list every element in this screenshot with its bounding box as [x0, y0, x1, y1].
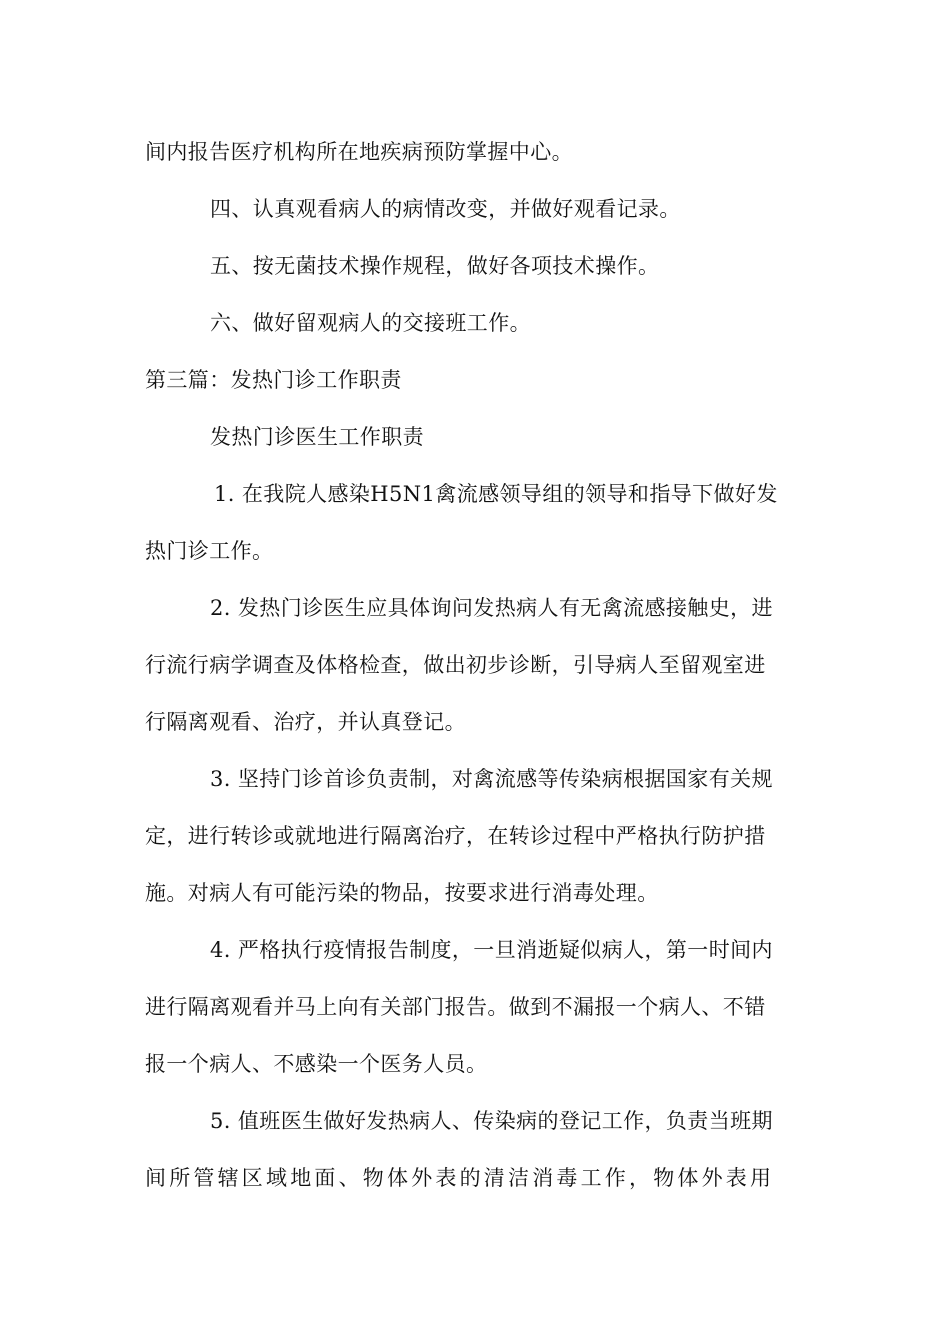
paragraph-line: 行隔离观看、治疗，并认真登记。 — [145, 710, 466, 734]
section-heading: 第三篇：发热门诊工作职责 — [145, 368, 402, 392]
paragraph-line: 报一个病人、不感染一个医务人员。 — [145, 1052, 488, 1076]
paragraph-line: 1. 在我院人感染H5N1禽流感领导组的领导和指导下做好发 — [214, 482, 778, 506]
paragraph-line: 进行隔离观看并马上向有关部门报告。做到不漏报一个病人、不错 — [145, 995, 766, 1019]
paragraph-line: 五、按无菌技术操作规程，做好各项技术操作。 — [210, 254, 660, 278]
paragraph-line: 4. 严格执行疫情报告制度，一旦消逝疑似病人，第一时间内 — [210, 938, 773, 962]
paragraph-line: 5. 值班医生做好发热病人、传染病的登记工作，负责当班期 — [210, 1109, 773, 1133]
paragraph-line: 间内报告医疗机构所在地疾病预防掌握中心。 — [145, 140, 573, 164]
paragraph-line: 热门诊工作。 — [145, 539, 274, 563]
paragraph-line: 施。对病人有可能污染的物品，按要求进行消毒处理。 — [145, 881, 659, 905]
paragraph-line: 六、做好留观病人的交接班工作。 — [210, 311, 531, 335]
subsection-heading: 发热门诊医生工作职责 — [210, 425, 424, 449]
paragraph-line: 四、认真观看病人的病情改变，并做好观看记录。 — [210, 197, 681, 221]
paragraph-line: 间所管辖区域地面、物体外表的清洁消毒工作，物体外表用 — [145, 1166, 775, 1190]
paragraph-line: 行流行病学调查及体格检查，做出初步诊断，引导病人至留观室进 — [145, 653, 766, 677]
paragraph-line: 2. 发热门诊医生应具体询问发热病人有无禽流感接触史，进 — [210, 596, 773, 620]
paragraph-line: 3. 坚持门诊首诊负责制，对禽流感等传染病根据国家有关规 — [210, 767, 773, 791]
paragraph-line: 定，进行转诊或就地进行隔离治疗，在转诊过程中严格执行防护措 — [145, 824, 766, 848]
